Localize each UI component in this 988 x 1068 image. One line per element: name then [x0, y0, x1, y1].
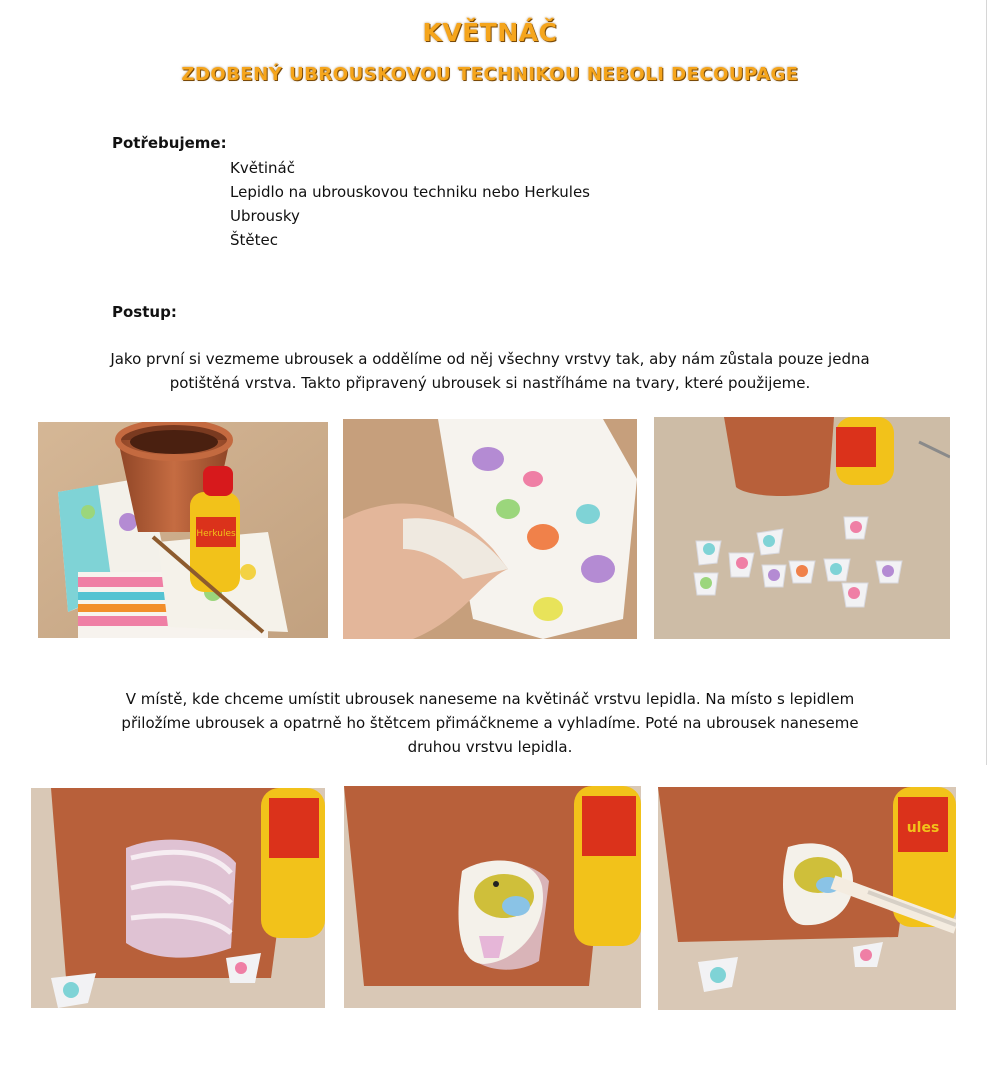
photo-napkin-placed [344, 786, 641, 1008]
list-item: Ubrousky [230, 207, 300, 225]
page-edge [986, 0, 987, 765]
photo-glue-applied [31, 788, 325, 1008]
materials-list [230, 156, 590, 252]
step-paragraph-1: Jako první si vezmeme ubrousek a oddělíme od něj všechny vrstvy tak, aby nám zůstala pouze jedna potištěná vrstva. Takto připravený ubrousek si nastříháme na tvary, které použijeme. [110, 350, 870, 392]
step-paragraph-2: V místě, kde chceme umístit ubrousek naneseme na květináč vrstvu lepidla. Na místo s lepidlem přiložíme ubrousek a opatrně ho štětcem přimáčkneme a vyhladíme. Poté na ubrousek naneseme druhou vrstvu lepidla. [121, 690, 859, 756]
photo-second-layer [658, 787, 956, 1010]
page-title: KVĚTNÁČ [422, 18, 558, 47]
page-subtitle: ZDOBENÝ UBROUSKOVOU TECHNIKOU NEBOLI DECOUPAGE [181, 64, 799, 85]
needs-heading: Potřebujeme: [112, 134, 227, 152]
list-item: Květináč [230, 159, 295, 177]
photo-napkin-layers [343, 419, 637, 639]
glue-label: Herkules [196, 529, 236, 539]
steps-heading: Postup: [112, 303, 177, 321]
photo-materials [38, 422, 328, 638]
photo-cut-shapes [654, 417, 950, 639]
glue-label-short: ules [906, 820, 940, 836]
list-item: Lepidlo na ubrouskovou techniku nebo Herkules [230, 183, 590, 201]
list-item: Štětec [230, 231, 278, 249]
